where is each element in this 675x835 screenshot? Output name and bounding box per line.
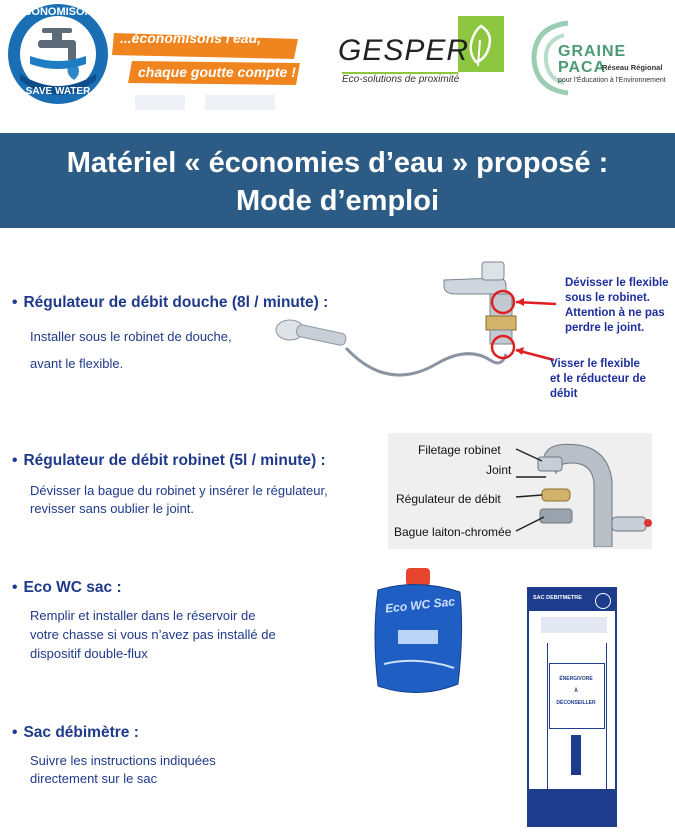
graine-paca-logo — [528, 15, 673, 99]
shower-note-2: Visser le flexible et le réducteur de débit — [550, 358, 646, 400]
graine-sub2: pour l'Éducation à l'Environnement — [558, 77, 666, 84]
tap-diagram — [388, 433, 652, 549]
tap-image — [508, 437, 652, 547]
card-logo-icon — [595, 593, 611, 609]
graine-line2: PACA — [558, 59, 607, 76]
card-warning: ÉNERGIVORE À DÉCONSEILLER — [556, 676, 596, 706]
gesper-logo — [338, 16, 510, 88]
shower-head-image — [268, 258, 568, 393]
label-filetage: Filetage robinet — [418, 443, 501, 457]
badge-bottom-text: SAVE WATER — [25, 86, 91, 97]
section-sac-debimetre — [12, 724, 139, 742]
section-eco-wc-text: Remplir et installer dans le réservoir de votre chasse si vous n’avez pas installé de dispositif double-flux — [30, 608, 276, 661]
slogan-line2: chaque goutte compte ! — [138, 64, 296, 80]
gesper-tagline: Eco-solutions de proximité — [342, 74, 460, 85]
section-shower-text: Installer sous le robinet de douche, avant le flexible. — [30, 329, 232, 371]
section-eco-wc-sac — [12, 579, 122, 597]
card-header: SAC DEBITMETRE — [533, 595, 582, 601]
graine-sub1: Réseau Régional — [602, 63, 663, 72]
gesper-name: GESPER — [338, 34, 470, 67]
badge-top-text: ÉCONOMISONS L'EAU — [16, 6, 100, 30]
page-title — [0, 144, 675, 220]
shower-note-1: Dévisser le flexible sous le robinet. Attention à ne pas perdre le joint. — [565, 277, 669, 334]
section-title: • Eco WC sac : — [12, 579, 122, 596]
section-title: • Régulateur de débit douche (8l / minute) : — [12, 294, 329, 311]
title-line1: Matériel « économies d’eau » proposé : — [66, 147, 609, 179]
section-tap-text: Dévisser la bague du robinet y insérer le régulateur, revisser sans oublier le joint. — [30, 483, 328, 516]
header — [0, 0, 675, 125]
graine-line1: GRAINE — [558, 43, 627, 60]
section-debimetre-text: Suivre les instructions indiquées directement sur le sac — [30, 753, 216, 786]
label-regulateur: Régulateur de débit — [396, 492, 501, 506]
title-banner — [0, 133, 675, 228]
label-bague: Bague laiton-chromée — [394, 525, 512, 539]
eco-wc-bag-image — [368, 564, 468, 700]
debimetre-bag-image — [527, 587, 617, 827]
label-joint: Joint — [486, 463, 512, 477]
section-tap-regulator — [12, 452, 326, 470]
bag-label: Eco WC Sac — [384, 594, 456, 616]
section-title: • Régulateur de débit robinet (5l / minute) : — [12, 452, 326, 469]
section-title: • Sac débimètre : — [12, 724, 139, 741]
title-line2: Mode d’emploi — [236, 185, 439, 217]
slogan-line1: ...économisons l'eau, — [120, 30, 262, 46]
